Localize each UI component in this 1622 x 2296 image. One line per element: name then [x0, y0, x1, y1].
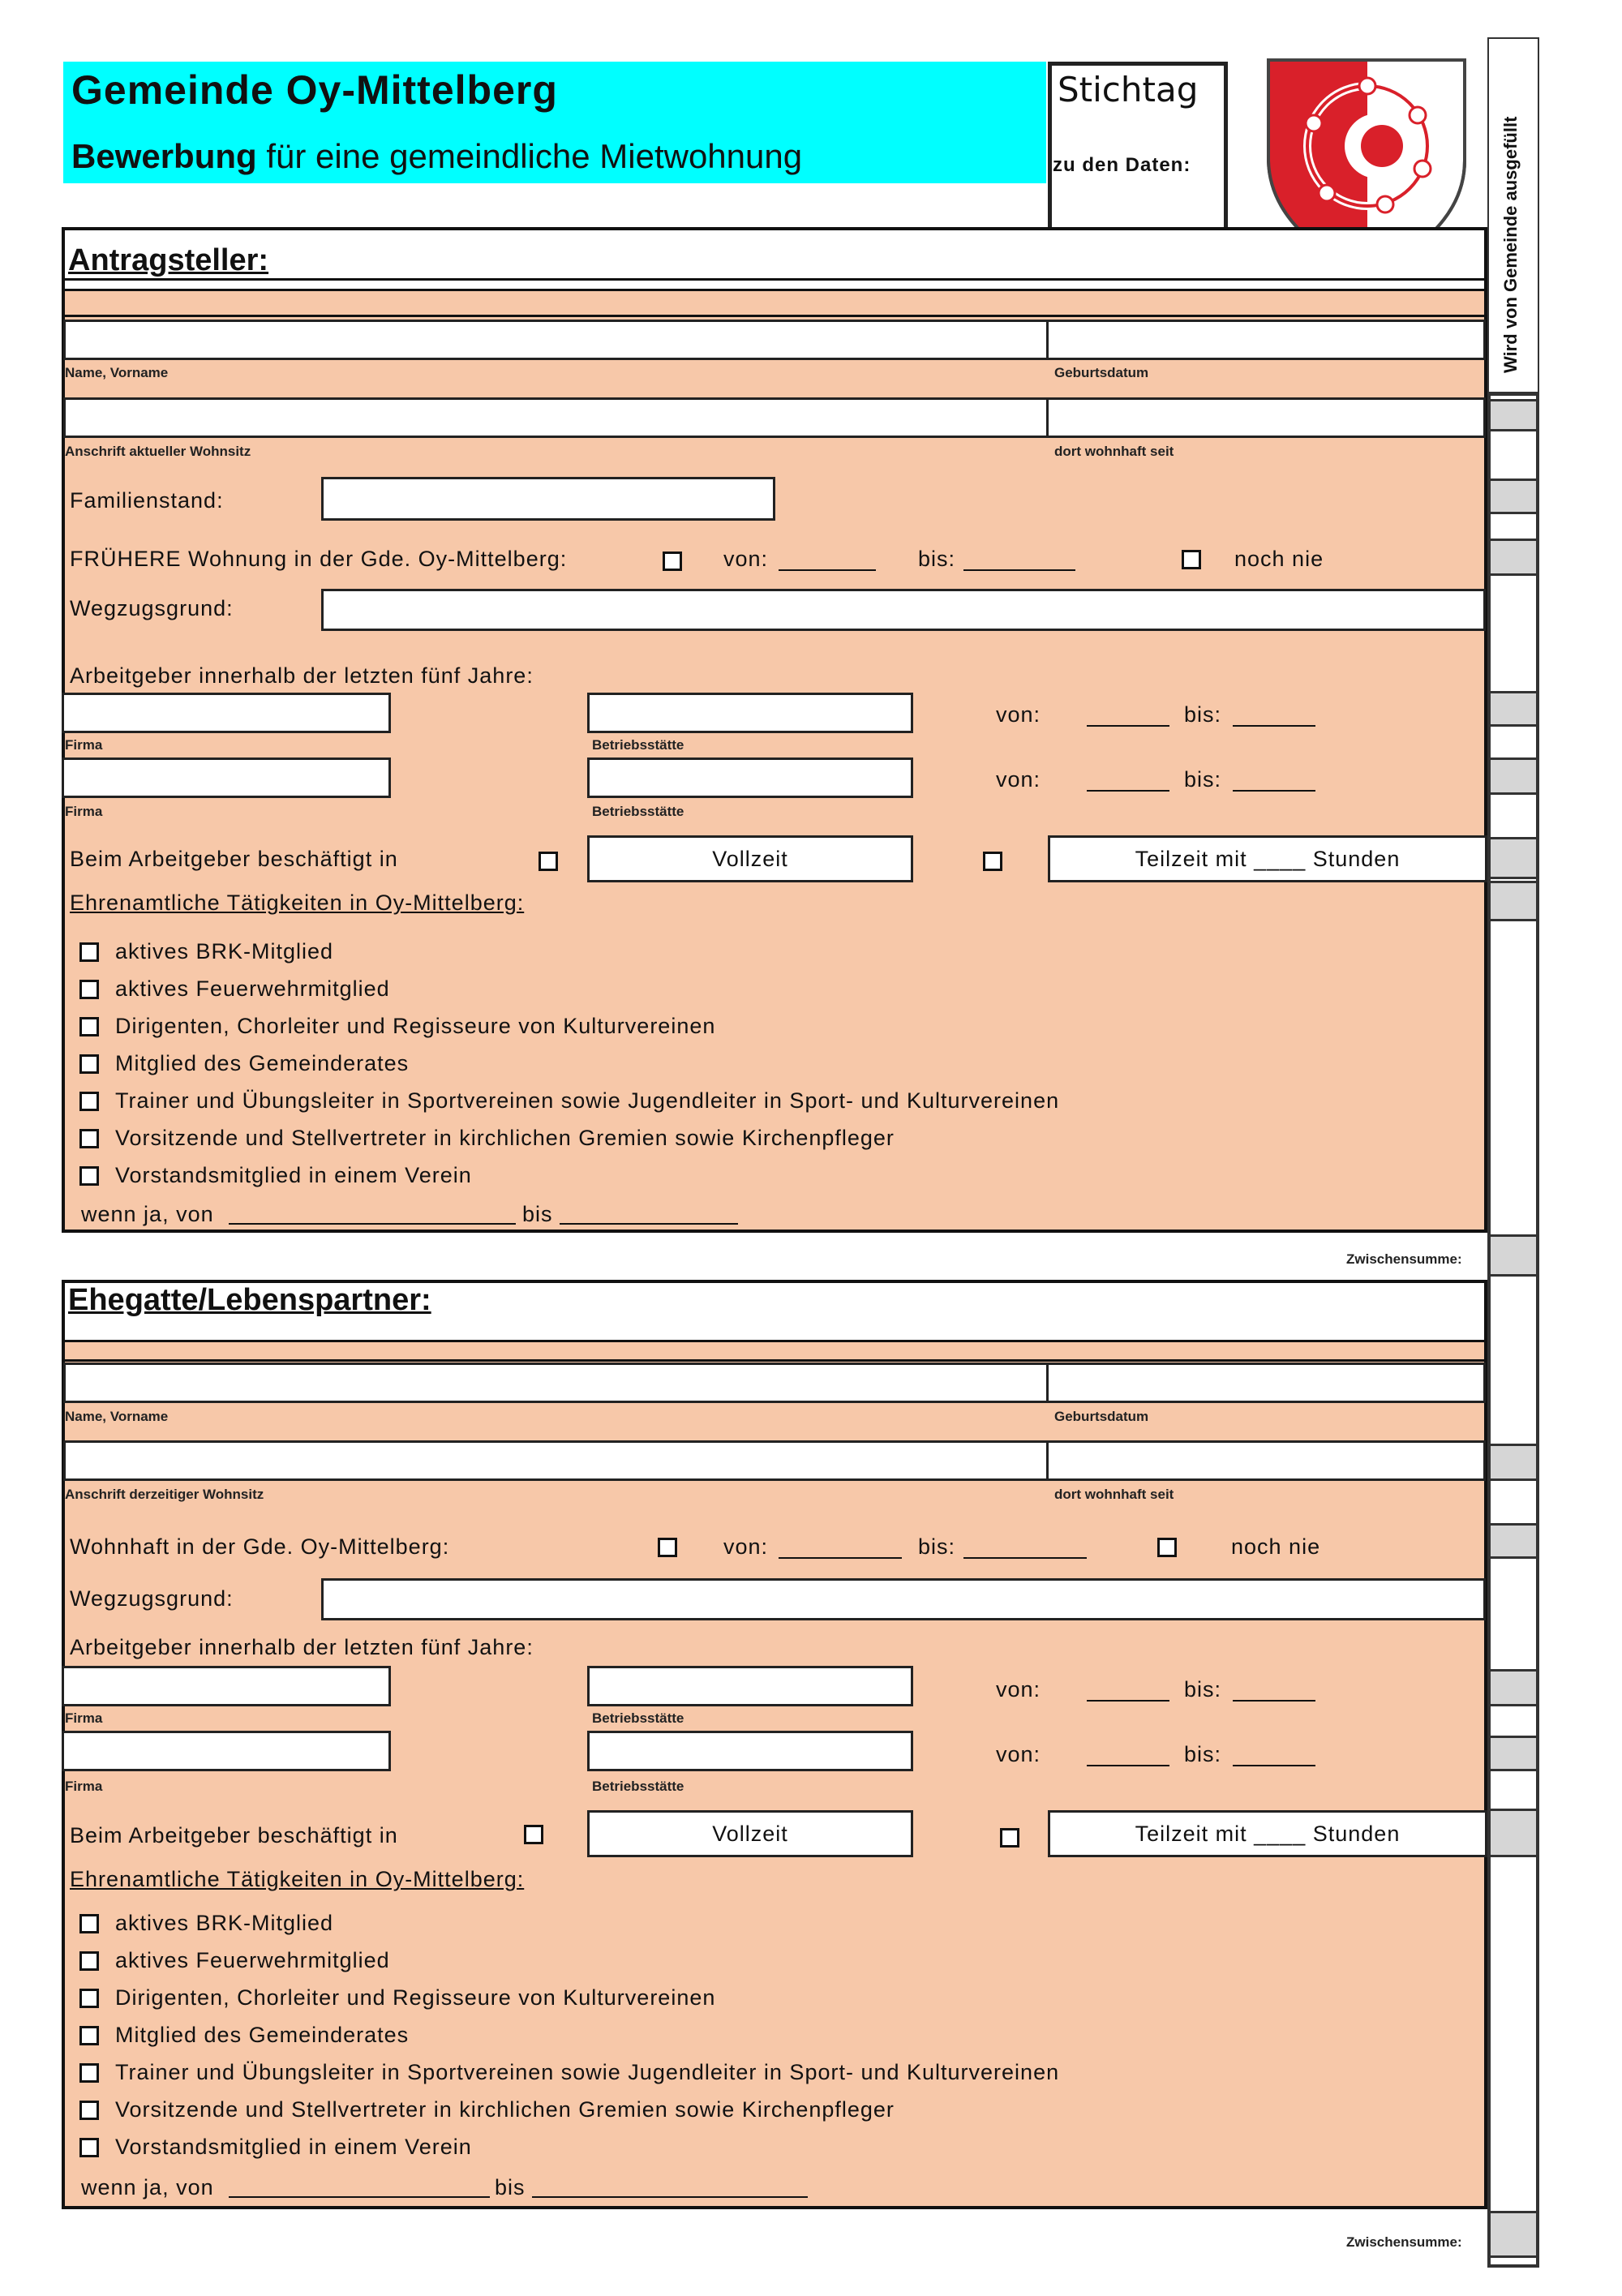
never-checkbox[interactable] — [1182, 550, 1201, 569]
since-label: dort wohnhaft seit — [1054, 1487, 1174, 1502]
partner-volunteer-item-label: aktives BRK-Mitglied — [115, 1911, 334, 1935]
partner-since-input[interactable] — [1046, 1440, 1486, 1481]
volunteer-item-checkbox[interactable] — [79, 1017, 99, 1036]
former-residence-label: FRÜHERE Wohnung in der Gde. Oy-Mittelberg: — [70, 547, 568, 571]
reason-label: Wegzugsgrund: — [70, 596, 234, 620]
address-label: Anschrift derzeitiger Wohnsitz — [65, 1487, 264, 1502]
family-status-label: Familienstand: — [70, 488, 224, 513]
admin-score-cell[interactable] — [1491, 757, 1536, 795]
employer1-bis-line[interactable] — [1233, 725, 1315, 727]
partner-parttime-checkbox[interactable] — [1000, 1828, 1019, 1848]
partner-if-yes-to-line[interactable] — [532, 2196, 808, 2198]
applicant-section-title: Antragsteller: — [68, 243, 269, 277]
employer1-von-line[interactable] — [1087, 725, 1169, 727]
partner-volunteer-item-label: Dirigenten, Chorleiter und Regisseure von Kulturvereinen — [115, 1985, 716, 2010]
volunteer-item-checkbox[interactable] — [79, 942, 99, 962]
employer2-bis-label: bis: — [1184, 767, 1222, 792]
employer1-firma-input[interactable] — [62, 693, 391, 733]
partner-volunteer-item-checkbox[interactable] — [79, 2138, 99, 2157]
partner-von-line[interactable] — [779, 1557, 902, 1559]
volunteer-item-label: Vorsitzende und Stellvertreter in kirchlichen Gremien sowie Kirchenpfleger — [115, 1126, 895, 1150]
partner-fulltime-checkbox[interactable] — [524, 1825, 543, 1844]
firma-label: Firma — [65, 1710, 103, 1726]
admin-score-cell[interactable] — [1491, 1736, 1536, 1771]
partner-employer2-von-line[interactable] — [1087, 1765, 1169, 1766]
partner-employer1-bis-line[interactable] — [1233, 1700, 1315, 1702]
employer2-von-line[interactable] — [1087, 790, 1169, 792]
rule — [65, 1359, 1484, 1362]
former-bis-line[interactable] — [963, 569, 1075, 571]
partner-volunteer-item-checkbox[interactable] — [79, 1951, 99, 1971]
reason-input[interactable] — [321, 589, 1486, 631]
former-von-label: von: — [723, 547, 769, 571]
volunteer-item-label: Dirigenten, Chorleiter und Regisseure von Kulturvereinen — [115, 1014, 716, 1038]
employer2-firma-input[interactable] — [62, 757, 391, 798]
if-yes-to-line[interactable] — [560, 1223, 738, 1225]
subtotal1-label: Zwischensumme: — [1346, 1251, 1462, 1267]
partner-employer2-von-label: von: — [996, 1742, 1041, 1766]
partner-employed-label: Beim Arbeitgeber beschäftigt in — [70, 1823, 398, 1848]
partner-volunteer-item-checkbox[interactable] — [79, 2026, 99, 2045]
employer2-bis-line[interactable] — [1233, 790, 1315, 792]
site-label: Betriebsstätte — [592, 804, 684, 819]
admin-side-text: Wird von Gemeinde ausgefüllt — [1500, 116, 1521, 373]
partner-if-yes-from-label: wenn ja, von — [81, 2175, 214, 2199]
if-yes-from-line[interactable] — [229, 1223, 516, 1225]
partner-if-yes-from-line[interactable] — [229, 2196, 490, 2198]
partner-bis-line[interactable] — [963, 1557, 1087, 1559]
site-label: Betriebsstätte — [592, 737, 684, 753]
subtitle-rest: für eine gemeindliche Mietwohnung — [256, 137, 803, 175]
partner-residence-label: Wohnhaft in der Gde. Oy-Mittelberg: — [70, 1534, 450, 1559]
employer2-site-input[interactable] — [587, 757, 913, 798]
partner-employer2-firma-input[interactable] — [62, 1731, 391, 1771]
volunteer-item-checkbox[interactable] — [79, 1129, 99, 1148]
applicant-address-input[interactable] — [63, 397, 1049, 438]
volunteer-item-checkbox[interactable] — [79, 1054, 99, 1074]
former-von-line[interactable] — [779, 569, 876, 571]
firma-label: Firma — [65, 804, 103, 819]
parttime-box: Teilzeit mit ____ Stunden — [1048, 835, 1487, 882]
partner-if-yes-to-label: bis — [495, 2175, 526, 2199]
partner-parttime-box: Teilzeit mit ____ Stunden — [1048, 1810, 1487, 1857]
firma-label: Firma — [65, 1779, 103, 1794]
partner-volunteer-item-label: Mitglied des Gemeinderates — [115, 2023, 410, 2047]
partner-employer1-bis-label: bis: — [1184, 1677, 1222, 1702]
partner-employer2-bis-label: bis: — [1184, 1742, 1222, 1766]
employed-label: Beim Arbeitgeber beschäftigt in — [70, 847, 398, 871]
admin-score-cell[interactable] — [1491, 881, 1536, 921]
partner-volunteer-item-label: Trainer und Übungsleiter in Sportvereinen sowie Jugendleiter in Sport- und Kulturvereinen — [115, 2060, 1060, 2084]
partner-employer1-von-line[interactable] — [1087, 1700, 1169, 1702]
partner-volunteer-item-checkbox[interactable] — [79, 2063, 99, 2083]
form-subtitle — [71, 139, 802, 174]
firma-label: Firma — [65, 737, 103, 753]
partner-employer-heading: Arbeitgeber innerhalb der letzten fünf Jahre: — [70, 1635, 534, 1659]
name-label: Name, Vorname — [65, 1409, 169, 1424]
partner-employer1-site-input[interactable] — [587, 1666, 913, 1706]
volunteer-item-label: Mitglied des Gemeinderates — [115, 1051, 410, 1075]
admin-score-cell[interactable] — [1491, 1523, 1536, 1559]
applicant-name-input[interactable] — [63, 320, 1049, 360]
admin-score-cell[interactable] — [1491, 1669, 1536, 1706]
name-label: Name, Vorname — [65, 365, 169, 380]
applicant-birthdate-input[interactable] — [1046, 320, 1486, 360]
rule — [65, 278, 1484, 281]
volunteer-item-label: aktives Feuerwehrmitglied — [115, 976, 390, 1001]
admin-score-cell[interactable] — [1491, 691, 1536, 727]
volunteer-item-checkbox[interactable] — [79, 1166, 99, 1186]
volunteer-item-label: aktives BRK-Mitglied — [115, 939, 334, 963]
partner-volunteer-item-label: Vorstandsmitglied in einem Verein — [115, 2135, 472, 2159]
birthdate-label: Geburtsdatum — [1054, 1409, 1149, 1424]
municipality-title: Gemeinde Oy-Mittelberg — [71, 67, 558, 113]
site-label: Betriebsstätte — [592, 1779, 684, 1794]
partner-von-label: von: — [723, 1534, 769, 1559]
admin-score-cell[interactable] — [1491, 399, 1536, 431]
site-label: Betriebsstätte — [592, 1710, 684, 1726]
subtitle-bold: Bewerbung — [71, 137, 257, 175]
partner-section-title: Ehegatte/Lebenspartner: — [68, 1283, 431, 1317]
volunteer-item-label: Trainer und Übungsleiter in Sportvereinen sowie Jugendleiter in Sport- und Kulturvereinen — [115, 1088, 1060, 1113]
partner-fulltime-box: Vollzeit — [587, 1810, 913, 1857]
subtotal2-label: Zwischensumme: — [1346, 2234, 1462, 2250]
employer2-von-label: von: — [996, 767, 1041, 792]
never-label: noch nie — [1234, 547, 1324, 571]
admin-score-cell[interactable] — [1491, 1444, 1536, 1481]
partner-volunteer-item-checkbox[interactable] — [79, 1914, 99, 1933]
partner-residence-checkbox[interactable] — [658, 1538, 677, 1557]
if-yes-from-label: wenn ja, von — [81, 1202, 214, 1226]
admin-score-cell[interactable] — [1491, 1809, 1536, 1857]
partner-bis-label: bis: — [918, 1534, 956, 1559]
zu-den-daten-label: zu den Daten: — [1053, 154, 1191, 176]
partner-volunteer-item-label: Vorsitzende und Stellvertreter in kirchlichen Gremien sowie Kirchenpfleger — [115, 2097, 895, 2122]
partner-never-label: noch nie — [1231, 1534, 1321, 1559]
employer-heading: Arbeitgeber innerhalb der letzten fünf Jahre: — [70, 663, 534, 688]
employer1-site-input[interactable] — [587, 693, 913, 733]
partner-employer1-firma-input[interactable] — [62, 1666, 391, 1706]
rule — [65, 315, 1484, 317]
former-bis-label: bis: — [918, 547, 956, 571]
former-residence-checkbox[interactable] — [663, 551, 682, 571]
if-yes-to-label: bis — [522, 1202, 553, 1226]
volunteer-heading: Ehrenamtliche Tätigkeiten in Oy-Mittelberg: — [70, 891, 525, 915]
admin-score-cell[interactable] — [1491, 479, 1536, 514]
partner-never-checkbox[interactable] — [1157, 1538, 1177, 1557]
admin-score-cell[interactable] — [1491, 837, 1536, 879]
stichtag-label: Stichtag — [1058, 70, 1199, 109]
partner-volunteer-item-label: aktives Feuerwehrmitglied — [115, 1948, 390, 1972]
partner-reason-input[interactable] — [321, 1578, 1486, 1620]
partner-address-input[interactable] — [63, 1440, 1049, 1481]
partner-employer2-bis-line[interactable] — [1233, 1765, 1315, 1766]
birthdate-label: Geburtsdatum — [1054, 365, 1149, 380]
volunteer-item-label: Vorstandsmitglied in einem Verein — [115, 1163, 472, 1187]
volunteer-item-checkbox[interactable] — [79, 980, 99, 999]
since-label: dort wohnhaft seit — [1054, 444, 1174, 459]
partner-volunteer-item-checkbox[interactable] — [79, 1989, 99, 2008]
admin-score-cell[interactable] — [1491, 2211, 1536, 2258]
fulltime-checkbox[interactable] — [539, 852, 558, 871]
rule — [65, 289, 1484, 291]
partner-reason-label: Wegzugsgrund: — [70, 1586, 234, 1611]
admin-score-cell[interactable] — [1491, 1234, 1536, 1277]
partner-volunteer-item-checkbox[interactable] — [79, 2101, 99, 2120]
partner-volunteer-heading: Ehrenamtliche Tätigkeiten in Oy-Mittelberg: — [70, 1867, 525, 1891]
volunteer-item-checkbox[interactable] — [79, 1092, 99, 1111]
partner-birthdate-input[interactable] — [1046, 1363, 1486, 1403]
family-status-input[interactable] — [321, 477, 775, 521]
parttime-checkbox[interactable] — [983, 852, 1002, 871]
partner-name-input[interactable] — [63, 1363, 1049, 1403]
fulltime-box: Vollzeit — [587, 835, 913, 882]
rule — [65, 1340, 1484, 1342]
applicant-since-input[interactable] — [1046, 397, 1486, 438]
employer1-von-label: von: — [996, 702, 1041, 727]
employer1-bis-label: bis: — [1184, 702, 1222, 727]
admin-score-cell[interactable] — [1491, 539, 1536, 576]
partner-employer1-von-label: von: — [996, 1677, 1041, 1702]
partner-employer2-site-input[interactable] — [587, 1731, 913, 1771]
address-label: Anschrift aktueller Wohnsitz — [65, 444, 251, 459]
